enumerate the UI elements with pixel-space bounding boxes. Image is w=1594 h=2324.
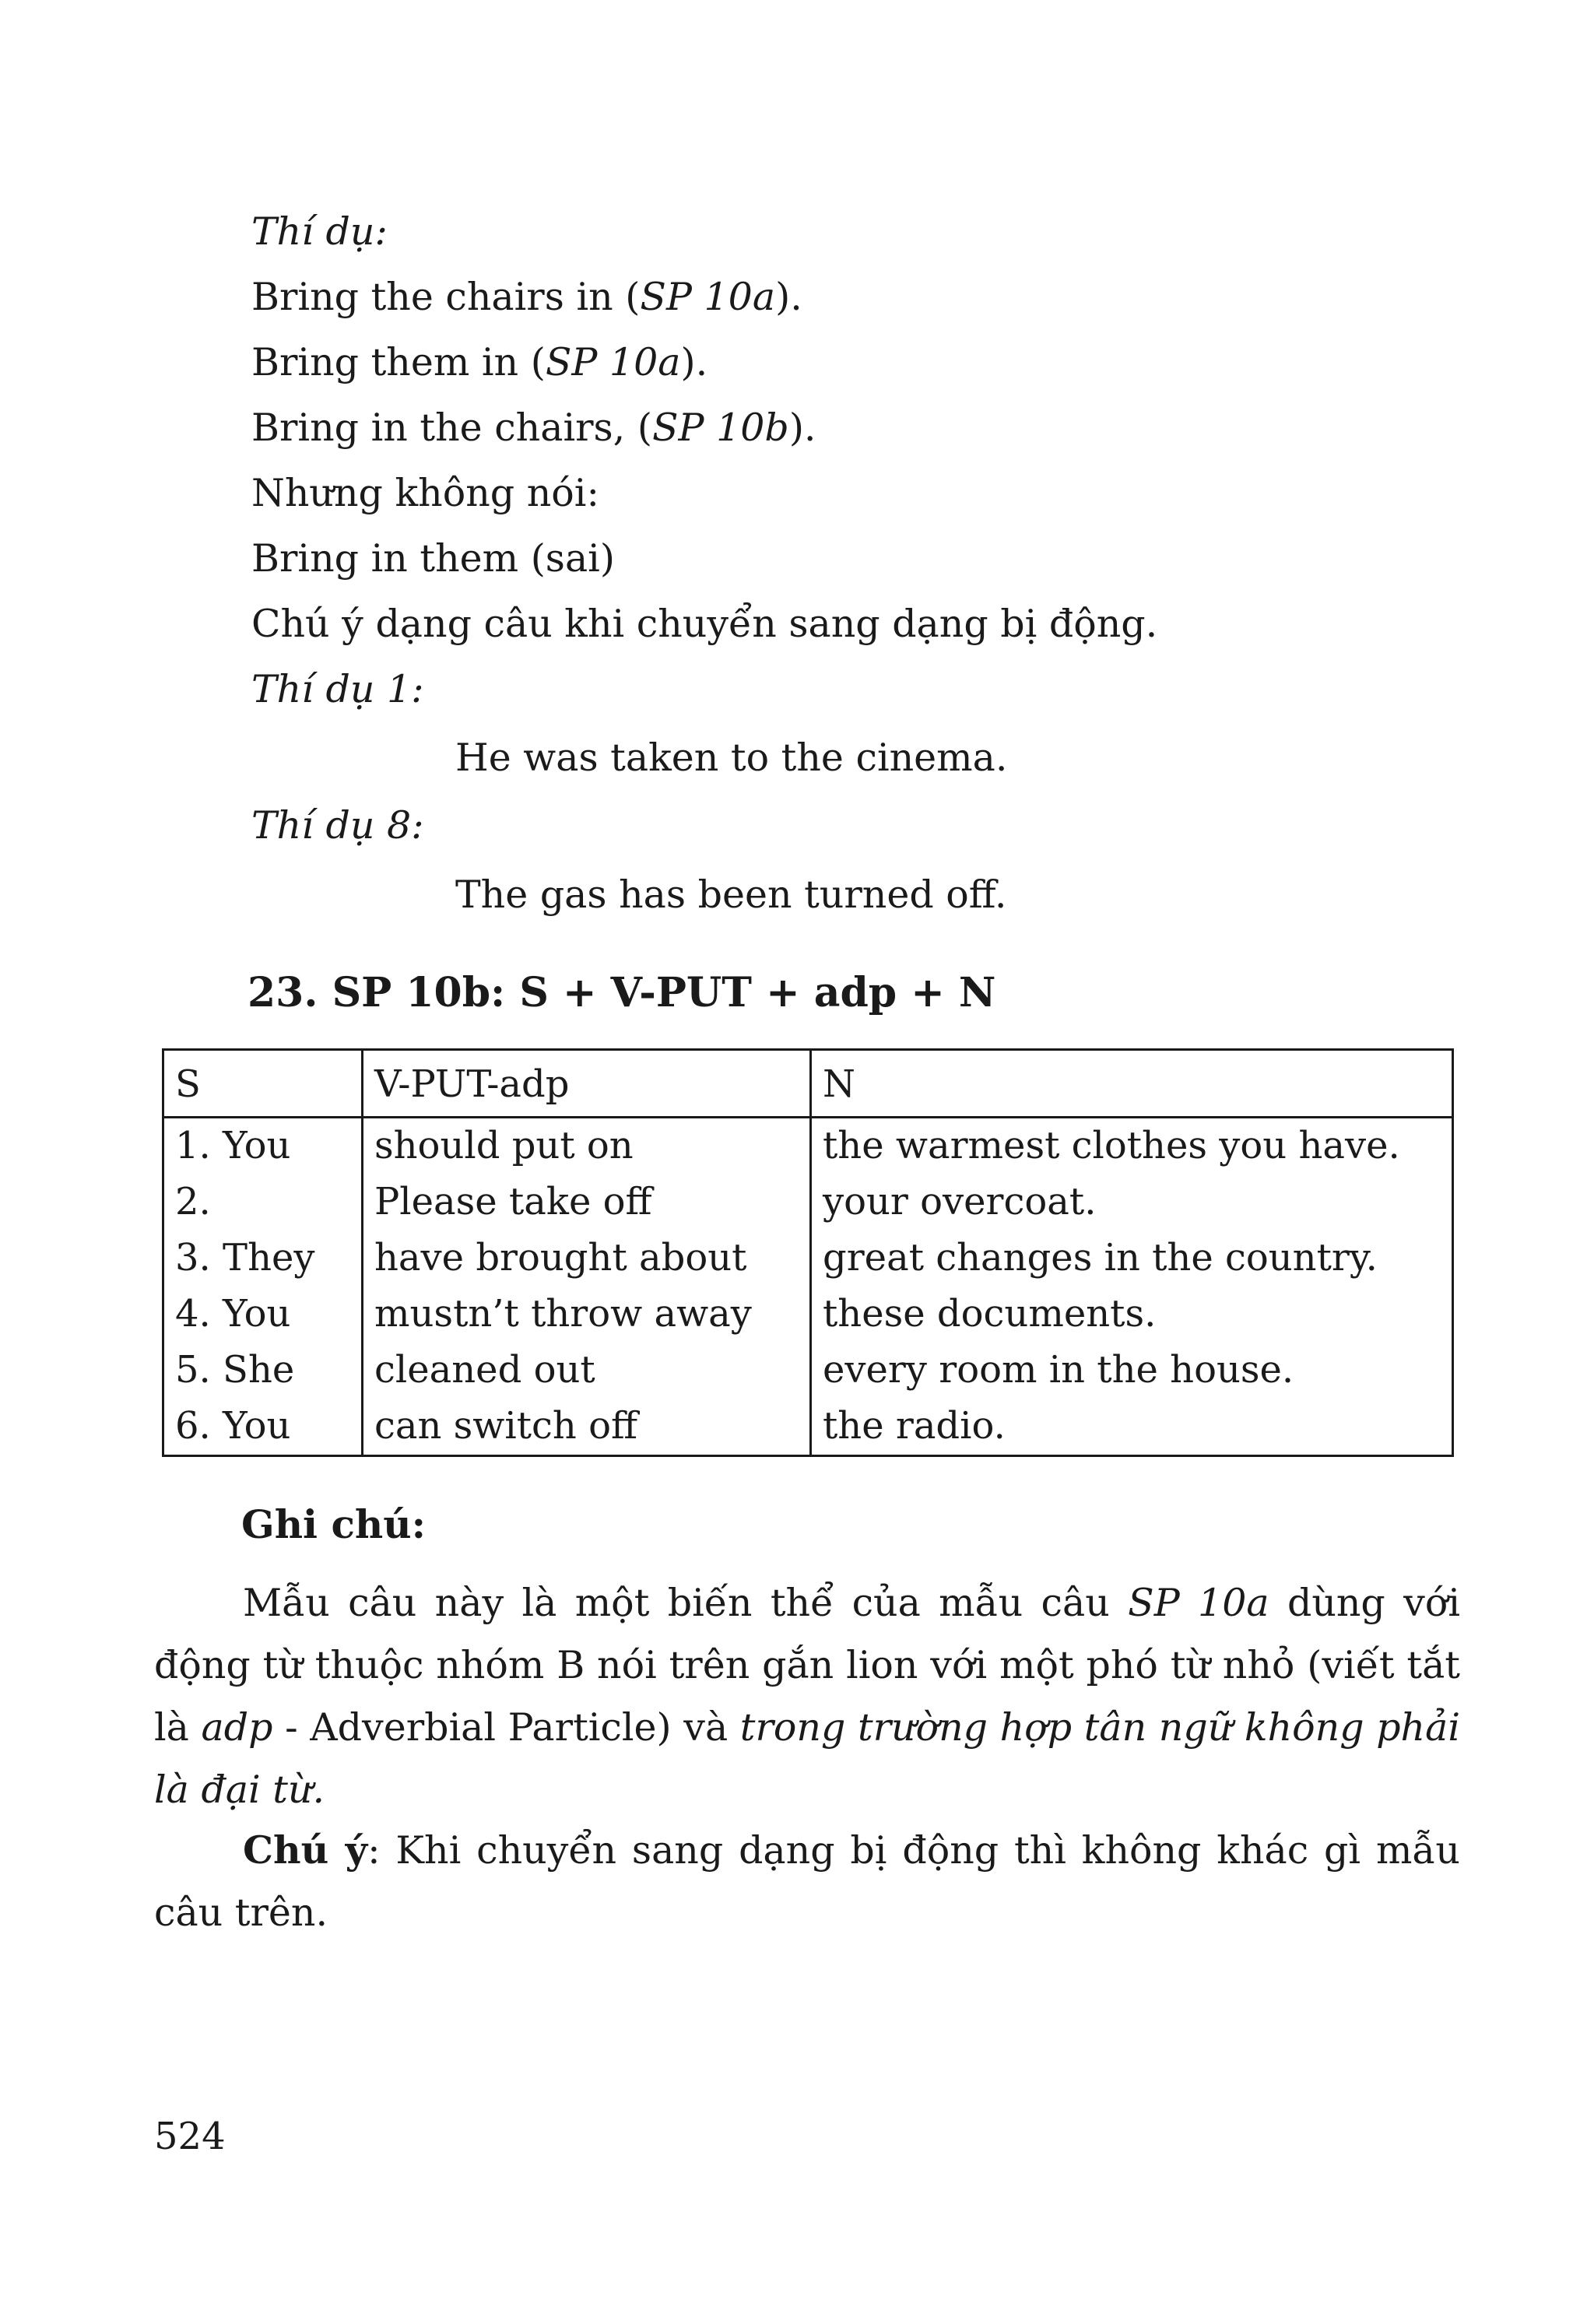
wrong-example-line: Bring in them (sai) xyxy=(251,536,615,581)
table-cell-verb: mustn’t throw away xyxy=(363,1287,811,1343)
table-cell-subject: 2. xyxy=(163,1174,363,1230)
example-line-2-end: ). xyxy=(680,340,708,384)
example-line-1-text: Bring the chairs in ( xyxy=(251,275,641,319)
note-title: Ghi chú: xyxy=(241,1501,427,1547)
note-p1-part-c: dùng với động từ thuộc nhóm B nói trên gắn lion với một phó từ nhỏ (viết tắt là xyxy=(154,1581,1461,1750)
table-cell-subject: 6. You xyxy=(163,1399,363,1456)
passive-note-line: Chú ý dạng câu khi chuyển sang dạng bị động. xyxy=(251,602,1158,646)
but-not-line: Nhưng không nói: xyxy=(251,471,599,515)
table-cell-subject: 3. They xyxy=(163,1230,363,1287)
note-p2-label: Chú ý xyxy=(243,1827,368,1873)
note-p1-condition: trong trường hợp tân ngữ không phải là đại từ. xyxy=(154,1705,1461,1812)
example-8-sentence: The gas has been turned off. xyxy=(455,872,1007,917)
example-line-2-tag: SP 10a xyxy=(545,340,681,384)
table-header-cell: V-PUT-adp xyxy=(363,1050,811,1118)
table-cell-subject: 5. She xyxy=(163,1343,363,1399)
note-paragraph-2 xyxy=(154,1819,1460,1944)
table-row xyxy=(163,1343,1453,1399)
table-cell-object: the warmest clothes you have. xyxy=(811,1118,1453,1175)
example-8-label: Thí dụ 8: xyxy=(251,803,424,848)
table-cell-subject: 1. You xyxy=(163,1118,363,1175)
table-header-cell: S xyxy=(163,1050,363,1118)
table-cell-object: great changes in the country. xyxy=(811,1230,1453,1287)
example-line-2-text: Bring them in ( xyxy=(251,340,546,384)
section-heading: 23. SP 10b: S + V-PUT + adp + N xyxy=(248,969,996,1016)
note-p1-part-e: - Adverbial Particle) và xyxy=(272,1705,740,1750)
example-line-1-tag: SP 10a xyxy=(640,275,776,319)
table-cell-object: every room in the house. xyxy=(811,1343,1453,1399)
note-p1-pattern: SP 10a xyxy=(1128,1581,1269,1625)
table-header-row xyxy=(163,1050,1453,1118)
table-row xyxy=(163,1399,1453,1456)
note-p2-text: : Khi chuyển sang dạng bị động thì không khác gì mẫu câu trên. xyxy=(154,1828,1460,1935)
example-line-1-end: ). xyxy=(775,275,802,319)
example-label: Thí dụ: xyxy=(251,209,388,254)
page-number: 524 xyxy=(154,2115,226,2158)
table-cell-verb: should put on xyxy=(363,1118,811,1175)
example-line-3-end: ). xyxy=(788,405,816,450)
note-paragraph-1 xyxy=(154,1572,1460,1821)
example-line-3 xyxy=(251,405,816,451)
table-row xyxy=(163,1118,1453,1175)
example-line-3-text: Bring in the chairs, ( xyxy=(251,405,652,450)
note-p1-part-a: Mẫu câu này là một biến thể của mẫu câu xyxy=(243,1581,1129,1625)
example-1-sentence: He was taken to the cinema. xyxy=(455,735,1008,780)
table-row xyxy=(163,1287,1453,1343)
table-cell-subject: 4. You xyxy=(163,1287,363,1343)
table-cell-object: your overcoat. xyxy=(811,1174,1453,1230)
table-row xyxy=(163,1230,1453,1287)
table-cell-verb: Please take off xyxy=(363,1174,811,1230)
pattern-table xyxy=(162,1048,1454,1457)
example-line-2 xyxy=(251,339,707,386)
example-line-3-tag: SP 10b xyxy=(651,405,789,450)
table-cell-verb: can switch off xyxy=(363,1399,811,1456)
table-header-cell: N xyxy=(811,1050,1453,1118)
table-cell-verb: cleaned out xyxy=(363,1343,811,1399)
example-1-label: Thí dụ 1: xyxy=(251,667,424,711)
table-cell-object: the radio. xyxy=(811,1399,1453,1456)
note-p1-adp: adp xyxy=(201,1705,273,1750)
table-cell-object: these documents. xyxy=(811,1287,1453,1343)
table-row xyxy=(163,1174,1453,1230)
table-cell-verb: have brought about xyxy=(363,1230,811,1287)
example-line-1 xyxy=(251,274,802,321)
